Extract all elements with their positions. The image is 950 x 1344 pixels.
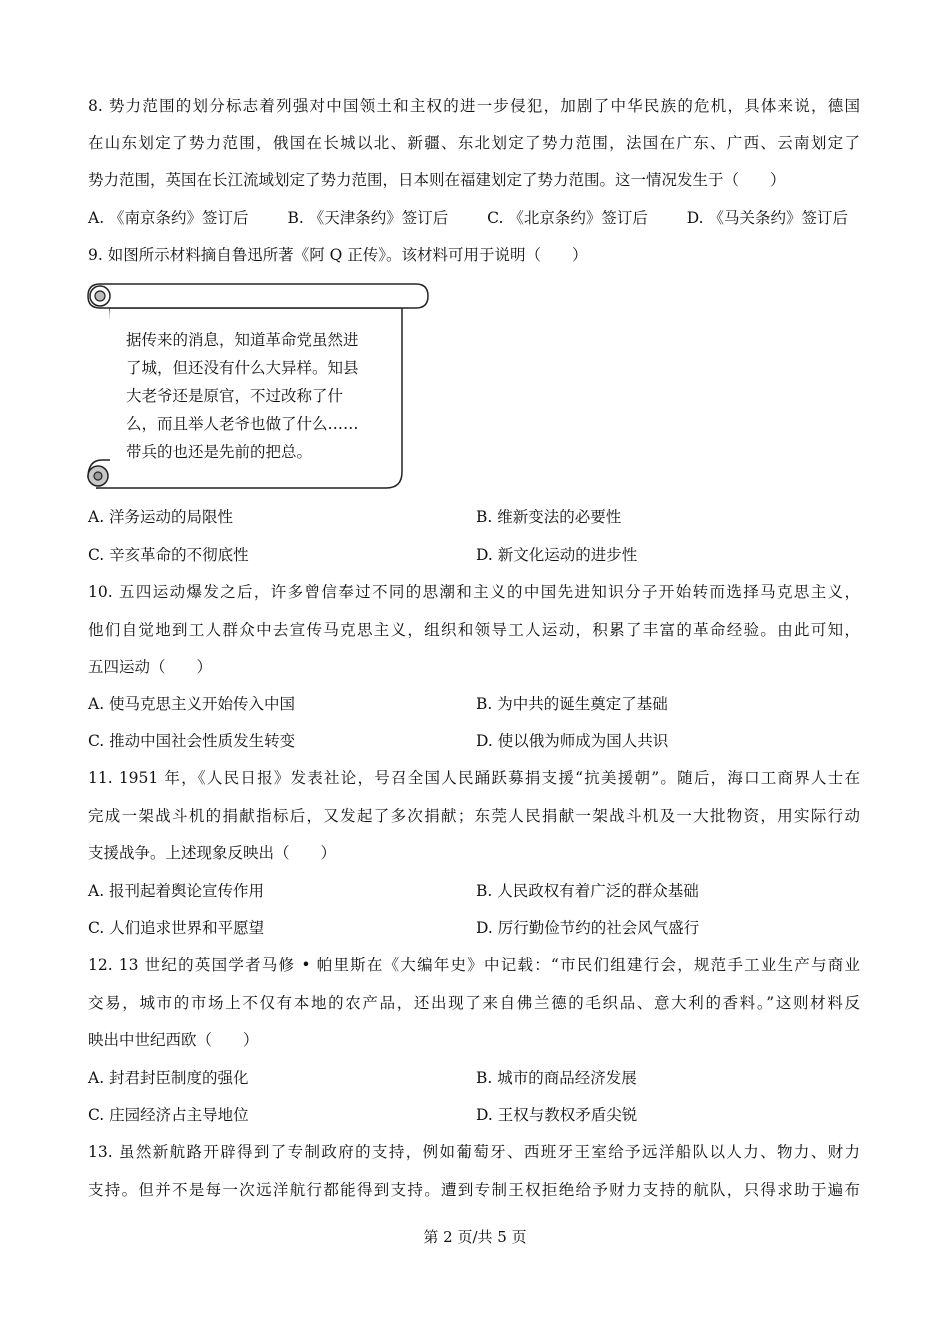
q10-option-d[interactable]: D. 使以俄为师成为国人共识 [476, 732, 669, 750]
scroll-line-4: 么，而且举人老爷也做了什么…… [126, 415, 359, 433]
q9-option-c[interactable]: C. 辛亥革命的不彻底性 [88, 546, 249, 564]
scroll-line-5: 带兵的也还是先前的把总。 [126, 443, 313, 461]
q9-option-a[interactable]: A. 洋务运动的局限性 [88, 508, 234, 526]
q8-option-c[interactable]: C. 《北京条约》签订后 [487, 209, 648, 227]
q8-option-a[interactable]: A. 《南京条约》签订后 [88, 209, 249, 227]
q8-option-d[interactable]: D. 《马关条约》签订后 [686, 209, 848, 227]
page-footer: 第 2 页/共 5 页 [423, 1228, 527, 1246]
q8-options [88, 208, 848, 228]
q11-option-b[interactable]: B. 人民政权有着广泛的群众基础 [476, 882, 699, 900]
scroll-quote [126, 326, 388, 466]
q11-option-a[interactable]: A. 报刊起着舆论宣传作用 [88, 882, 265, 900]
q11-option-c[interactable]: C. 人们追求世界和平愿望 [88, 919, 265, 937]
scroll-line-1: 据传来的消息，知道革命党虽然进 [126, 331, 359, 349]
q12-option-c[interactable]: C. 庄园经济占主导地位 [88, 1106, 249, 1124]
q10-option-c[interactable]: C. 推动中国社会性质发生转变 [88, 732, 296, 750]
scroll-line-2: 了城，但还没有什么大异样。知县 [126, 359, 359, 377]
q8-line-1: 8. 势力范围的划分标志着列强对中国领土和主权的进一步侵犯，加剧了中华民族的危机，具体来说，德国 [88, 97, 860, 115]
q8-line-2: 在山东划定了势力范围，俄国在长城以北、新疆、东北划定了势力范围，法国在广东、广西、云南划定了 [88, 134, 860, 152]
q10-option-a[interactable]: A. 使马克思主义开始传入中国 [88, 695, 296, 713]
q11-line-3: 支援战争。上述现象反映出（ ） [88, 844, 337, 862]
q8-option-b[interactable]: B. 《天津条约》签订后 [287, 209, 449, 227]
q9-option-d[interactable]: D. 新文化运动的进步性 [476, 546, 638, 564]
q12-option-b[interactable]: B. 城市的商品经济发展 [476, 1069, 637, 1087]
q9-stem: 9. 如图所示材料摘自鲁迅所著《阿 Q 正传》。该材料可用于说明（ ） [88, 246, 588, 264]
q12-option-a[interactable]: A. 封君封臣制度的强化 [88, 1069, 249, 1087]
q11-option-d[interactable]: D. 厉行勤俭节约的社会风气盛行 [476, 919, 700, 937]
q8-line-3: 势力范围，英国在长江流域划定了势力范围，日本则在福建划定了势力范围。这一情况发生于（ ） [88, 171, 786, 189]
q10-option-b[interactable]: B. 为中共的诞生奠定了基础 [476, 695, 668, 713]
q11-line-2: 完成一架战斗机的捐献指标后，又发起了多次捐献；东莞人民捐献一架战斗机及一大批物资，用实际行动 [88, 807, 860, 825]
scroll-line-3: 大老爷还是原官，不过改称了什 [126, 387, 344, 405]
q13-line-2: 支持。但并不是每一次远洋航行都能得到支持。遭到专制王权拒绝给予财力支持的航队，只得求助于遍布 [88, 1181, 860, 1199]
q13-line-1: 13. 虽然新航路开辟得到了专制政府的支持，例如葡萄牙、西班牙王室给予远洋船队以人力、物力、财力 [88, 1143, 860, 1161]
q10-line-3: 五四运动（ ） [88, 658, 213, 676]
q12-line-1: 12. 13 世纪的英国学者马修 • 帕里斯在《大编年史》中记载：“市民们组建行会，规范手工业生产与商业 [88, 956, 860, 974]
q10-line-2: 他们自觉地到工人群众中去宣传马克思主义，组织和领导工人运动，积累了丰富的革命经验。由此可知， [88, 621, 860, 639]
q12-line-3: 映出中世纪西欧（ ） [88, 1031, 259, 1049]
q11-line-1: 11. 1951 年，《人民日报》发表社论，号召全国人民踊跃募捐支援“抗美援朝”。随后，海口工商界人士在 [88, 769, 860, 787]
q12-line-2: 交易，城市的市场上不仅有本地的农产品，还出现了来自佛兰德的毛织品、意大利的香料。”这则材料反 [88, 994, 860, 1012]
q12-option-d[interactable]: D. 王权与教权矛盾尖锐 [476, 1106, 638, 1124]
q10-line-1: 10. 五四运动爆发之后，许多曾信奉过不同的思潮和主义的中国先进知识分子开始转而选择马克思主义， [88, 583, 860, 601]
q9-option-b[interactable]: B. 维新变法的必要性 [476, 508, 622, 526]
